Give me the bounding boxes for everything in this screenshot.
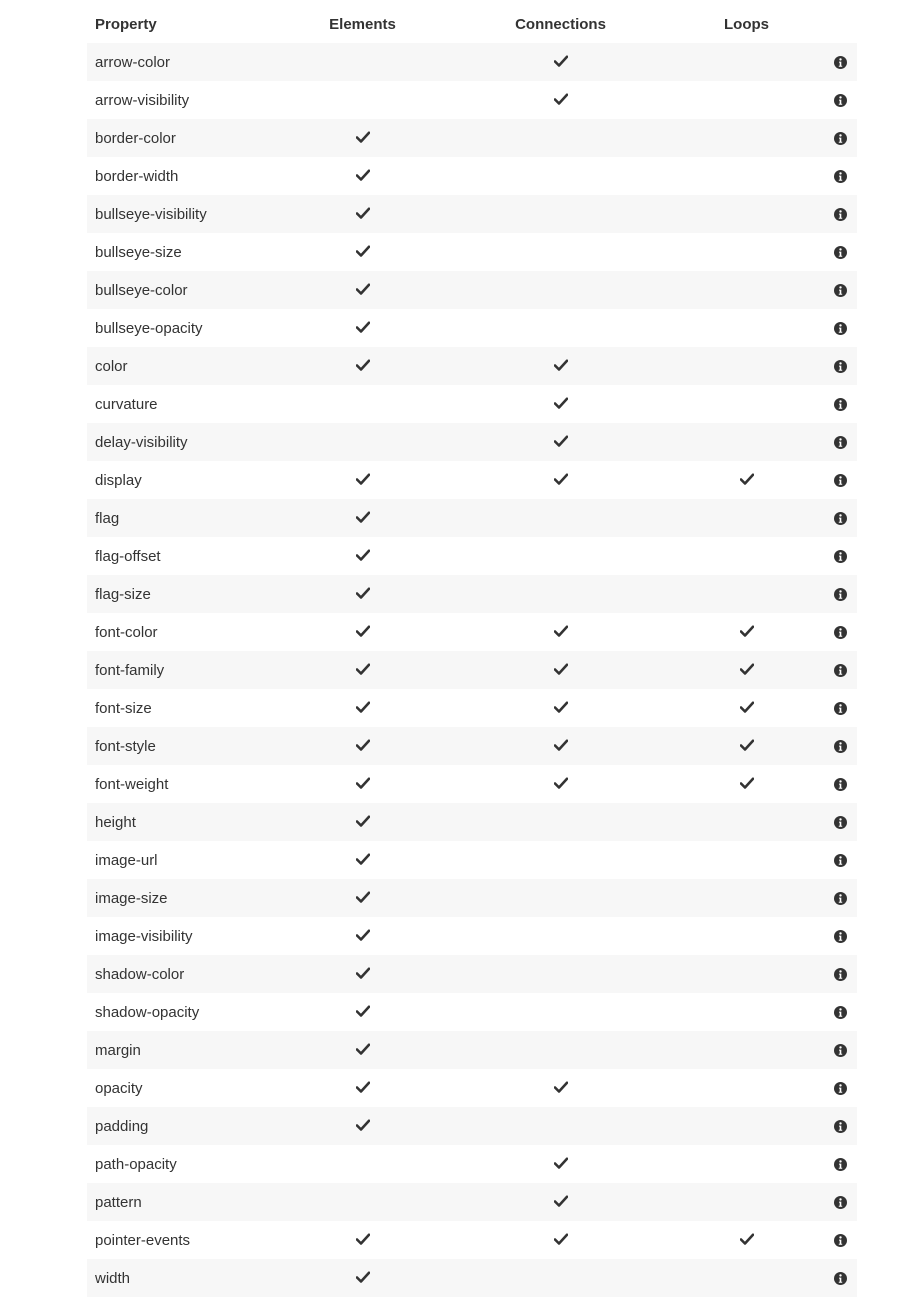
elements-cell: [322, 320, 403, 337]
elements-cell: [322, 510, 403, 527]
info-circle-icon[interactable]: [834, 550, 847, 563]
property-name: bullseye-opacity: [95, 319, 203, 337]
property-name: margin: [95, 1041, 141, 1059]
table-row: [87, 43, 857, 81]
info-cell: [799, 1004, 857, 1021]
check-icon: [554, 1195, 568, 1207]
check-icon: [356, 587, 370, 599]
info-cell: [799, 586, 857, 603]
info-cell: [799, 244, 857, 261]
check-icon: [356, 1119, 370, 1131]
check-icon: [356, 1233, 370, 1245]
property-name: shadow-opacity: [95, 1003, 200, 1021]
check-icon: [356, 321, 370, 333]
connections-cell: [508, 472, 613, 489]
info-circle-icon[interactable]: [834, 398, 847, 411]
check-icon: [356, 359, 370, 371]
table-row: [87, 195, 857, 233]
info-circle-icon[interactable]: [834, 1158, 847, 1171]
property-name: flag-size: [95, 585, 151, 603]
info-cell: [799, 928, 857, 945]
table-row: [87, 233, 857, 271]
table-row: [87, 879, 857, 917]
elements-cell: [322, 130, 403, 147]
check-icon: [554, 1233, 568, 1245]
elements-cell: [322, 472, 403, 489]
check-icon: [356, 739, 370, 751]
info-cell: [799, 358, 857, 375]
table-row: [87, 157, 857, 195]
info-cell: [799, 1232, 857, 1249]
check-icon: [554, 1157, 568, 1169]
check-icon: [554, 93, 568, 105]
info-circle-icon[interactable]: [834, 94, 847, 107]
property-name: image-url: [95, 851, 158, 869]
check-icon: [356, 131, 370, 143]
info-cell: [799, 1194, 857, 1211]
info-cell: [799, 852, 857, 869]
table-row: [87, 993, 857, 1031]
info-cell: [799, 320, 857, 337]
check-icon: [740, 663, 754, 675]
elements-cell: [322, 624, 403, 641]
elements-cell: [322, 776, 403, 793]
property-name: bullseye-color: [95, 281, 188, 299]
elements-cell: [322, 928, 403, 945]
info-cell: [799, 1270, 857, 1287]
info-circle-icon[interactable]: [834, 740, 847, 753]
property-name: bullseye-size: [95, 243, 182, 261]
property-name: image-size: [95, 889, 168, 907]
table-row: [87, 1221, 857, 1259]
property-name: curvature: [95, 395, 158, 413]
elements-cell: [322, 1232, 403, 1249]
table-row: [87, 1259, 857, 1297]
check-icon: [740, 777, 754, 789]
check-icon: [554, 701, 568, 713]
info-circle-icon[interactable]: [834, 1120, 847, 1133]
property-name: pointer-events: [95, 1231, 191, 1249]
info-circle-icon[interactable]: [834, 816, 847, 829]
property-name: display: [95, 471, 142, 489]
info-cell: [799, 1080, 857, 1097]
elements-cell: [322, 1042, 403, 1059]
check-icon: [356, 207, 370, 219]
check-icon: [554, 625, 568, 637]
info-circle-icon[interactable]: [834, 1082, 847, 1095]
check-icon: [554, 777, 568, 789]
connections-cell: [508, 358, 613, 375]
table-row: [87, 689, 857, 727]
table-row: [87, 119, 857, 157]
info-circle-icon[interactable]: [834, 474, 847, 487]
info-circle-icon[interactable]: [834, 702, 847, 715]
property-name: font-style: [95, 737, 156, 755]
property-name: color: [95, 357, 128, 375]
info-circle-icon[interactable]: [834, 170, 847, 183]
info-circle-icon[interactable]: [834, 1044, 847, 1057]
table-row: [87, 1183, 857, 1221]
table-row: [87, 841, 857, 879]
table-row: [87, 917, 857, 955]
check-icon: [356, 245, 370, 257]
info-cell: [799, 966, 857, 983]
check-icon: [356, 625, 370, 637]
property-name: font-weight: [95, 775, 169, 793]
property-name: font-size: [95, 699, 152, 717]
check-icon: [356, 473, 370, 485]
connections-cell: [508, 1194, 613, 1211]
check-icon: [554, 1081, 568, 1093]
elements-cell: [322, 1004, 403, 1021]
info-circle-icon[interactable]: [834, 56, 847, 69]
table-row: [87, 575, 857, 613]
table-row: [87, 499, 857, 537]
check-icon: [740, 739, 754, 751]
check-icon: [356, 967, 370, 979]
connections-cell: [508, 700, 613, 717]
check-icon: [356, 777, 370, 789]
info-cell: [799, 1156, 857, 1173]
info-circle-icon[interactable]: [834, 284, 847, 297]
check-icon: [356, 815, 370, 827]
elements-cell: [322, 206, 403, 223]
check-icon: [356, 169, 370, 181]
property-name: font-family: [95, 661, 165, 679]
table-row: [87, 423, 857, 461]
info-cell: [799, 472, 857, 489]
property-name: path-opacity: [95, 1155, 177, 1173]
info-circle-icon[interactable]: [834, 1006, 847, 1019]
info-circle-icon[interactable]: [834, 664, 847, 677]
info-cell: [799, 54, 857, 71]
info-cell: [799, 776, 857, 793]
info-circle-icon[interactable]: [834, 854, 847, 867]
property-name: opacity: [95, 1079, 143, 1097]
elements-cell: [322, 548, 403, 565]
info-circle-icon[interactable]: [834, 360, 847, 373]
connections-cell: [508, 396, 613, 413]
check-icon: [356, 1081, 370, 1093]
table-row: [87, 1031, 857, 1069]
property-name: bullseye-visibility: [95, 205, 207, 223]
loops-cell: [694, 662, 799, 679]
property-name: padding: [95, 1117, 149, 1135]
property-name: flag: [95, 509, 120, 527]
check-icon: [356, 549, 370, 561]
table-row: [87, 347, 857, 385]
property-name: border-color: [95, 129, 176, 147]
check-icon: [356, 1271, 370, 1283]
properties-table: [87, 5, 857, 1297]
connections-cell: [508, 434, 613, 451]
connections-cell: [508, 662, 613, 679]
check-icon: [740, 625, 754, 637]
info-cell: [799, 890, 857, 907]
loops-cell: [694, 776, 799, 793]
elements-cell: [322, 814, 403, 831]
elements-cell: [322, 1270, 403, 1287]
check-icon: [356, 929, 370, 941]
info-circle-icon[interactable]: [834, 1234, 847, 1247]
table-row: [87, 385, 857, 423]
info-cell: [799, 282, 857, 299]
loops-cell: [694, 700, 799, 717]
info-circle-icon[interactable]: [834, 1272, 847, 1285]
table-row: [87, 765, 857, 803]
info-circle-icon[interactable]: [834, 322, 847, 335]
connections-cell: [508, 1080, 613, 1097]
info-circle-icon[interactable]: [834, 132, 847, 145]
loops-cell: [694, 624, 799, 641]
info-cell: [799, 206, 857, 223]
property-name: height: [95, 813, 136, 831]
elements-cell: [322, 700, 403, 717]
table-row: [87, 537, 857, 575]
table-row: [87, 309, 857, 347]
property-name: flag-offset: [95, 547, 161, 565]
elements-cell: [322, 890, 403, 907]
table-row: [87, 271, 857, 309]
connections-cell: [508, 1232, 613, 1249]
info-circle-icon[interactable]: [834, 892, 847, 905]
property-name: shadow-color: [95, 965, 185, 983]
info-circle-icon[interactable]: [834, 512, 847, 525]
connections-cell: [508, 92, 613, 109]
check-icon: [356, 663, 370, 675]
property-name: arrow-color: [95, 53, 171, 71]
info-circle-icon[interactable]: [834, 436, 847, 449]
check-icon: [740, 1233, 754, 1245]
elements-cell: [322, 586, 403, 603]
info-cell: [799, 92, 857, 109]
header-property: Property: [95, 15, 157, 33]
info-cell: [799, 396, 857, 413]
elements-cell: [322, 852, 403, 869]
header-loops: Loops: [724, 15, 769, 33]
info-cell: [799, 130, 857, 147]
check-icon: [356, 701, 370, 713]
header-elements: Elements: [329, 15, 396, 33]
check-icon: [554, 55, 568, 67]
elements-cell: [322, 966, 403, 983]
info-circle-icon[interactable]: [834, 778, 847, 791]
table-row: [87, 651, 857, 689]
check-icon: [356, 853, 370, 865]
info-cell: [799, 434, 857, 451]
info-cell: [799, 814, 857, 831]
property-name: delay-visibility: [95, 433, 188, 451]
info-circle-icon[interactable]: [834, 588, 847, 601]
info-circle-icon[interactable]: [834, 626, 847, 639]
info-cell: [799, 168, 857, 185]
check-icon: [554, 397, 568, 409]
connections-cell: [508, 1156, 613, 1173]
table-row: [87, 1107, 857, 1145]
elements-cell: [322, 1080, 403, 1097]
check-icon: [356, 1005, 370, 1017]
connections-cell: [508, 54, 613, 71]
check-icon: [356, 283, 370, 295]
check-icon: [554, 359, 568, 371]
check-icon: [554, 663, 568, 675]
check-icon: [740, 473, 754, 485]
connections-cell: [508, 776, 613, 793]
check-icon: [554, 473, 568, 485]
table-row: [87, 461, 857, 499]
property-name: width: [95, 1269, 131, 1287]
property-name: image-visibility: [95, 927, 193, 945]
table-row: [87, 613, 857, 651]
check-icon: [740, 701, 754, 713]
info-circle-icon[interactable]: [834, 208, 847, 221]
elements-cell: [322, 244, 403, 261]
elements-cell: [322, 358, 403, 375]
elements-cell: [322, 662, 403, 679]
connections-cell: [508, 624, 613, 641]
property-name: border-width: [95, 167, 179, 185]
info-cell: [799, 624, 857, 641]
check-icon: [356, 1043, 370, 1055]
loops-cell: [694, 472, 799, 489]
check-icon: [554, 739, 568, 751]
info-cell: [799, 548, 857, 565]
property-name: pattern: [95, 1193, 142, 1211]
elements-cell: [322, 282, 403, 299]
table-row: [87, 955, 857, 993]
table-row: [87, 803, 857, 841]
check-icon: [356, 511, 370, 523]
elements-cell: [322, 168, 403, 185]
check-icon: [554, 435, 568, 447]
info-circle-icon[interactable]: [834, 1196, 847, 1209]
connections-cell: [508, 738, 613, 755]
header-connections: Connections: [515, 15, 606, 33]
table-row: [87, 1145, 857, 1183]
table-header: [87, 5, 857, 43]
info-circle-icon[interactable]: [834, 930, 847, 943]
property-name: font-color: [95, 623, 158, 641]
info-cell: [799, 662, 857, 679]
elements-cell: [322, 1118, 403, 1135]
property-name: arrow-visibility: [95, 91, 190, 109]
info-cell: [799, 700, 857, 717]
table-body: [87, 43, 857, 1297]
loops-cell: [694, 1232, 799, 1249]
info-cell: [799, 1042, 857, 1059]
elements-cell: [322, 738, 403, 755]
info-cell: [799, 510, 857, 527]
info-cell: [799, 1118, 857, 1135]
table-row: [87, 727, 857, 765]
table-row: [87, 1069, 857, 1107]
table-row: [87, 81, 857, 119]
info-circle-icon[interactable]: [834, 968, 847, 981]
info-circle-icon[interactable]: [834, 246, 847, 259]
loops-cell: [694, 738, 799, 755]
info-cell: [799, 738, 857, 755]
check-icon: [356, 891, 370, 903]
